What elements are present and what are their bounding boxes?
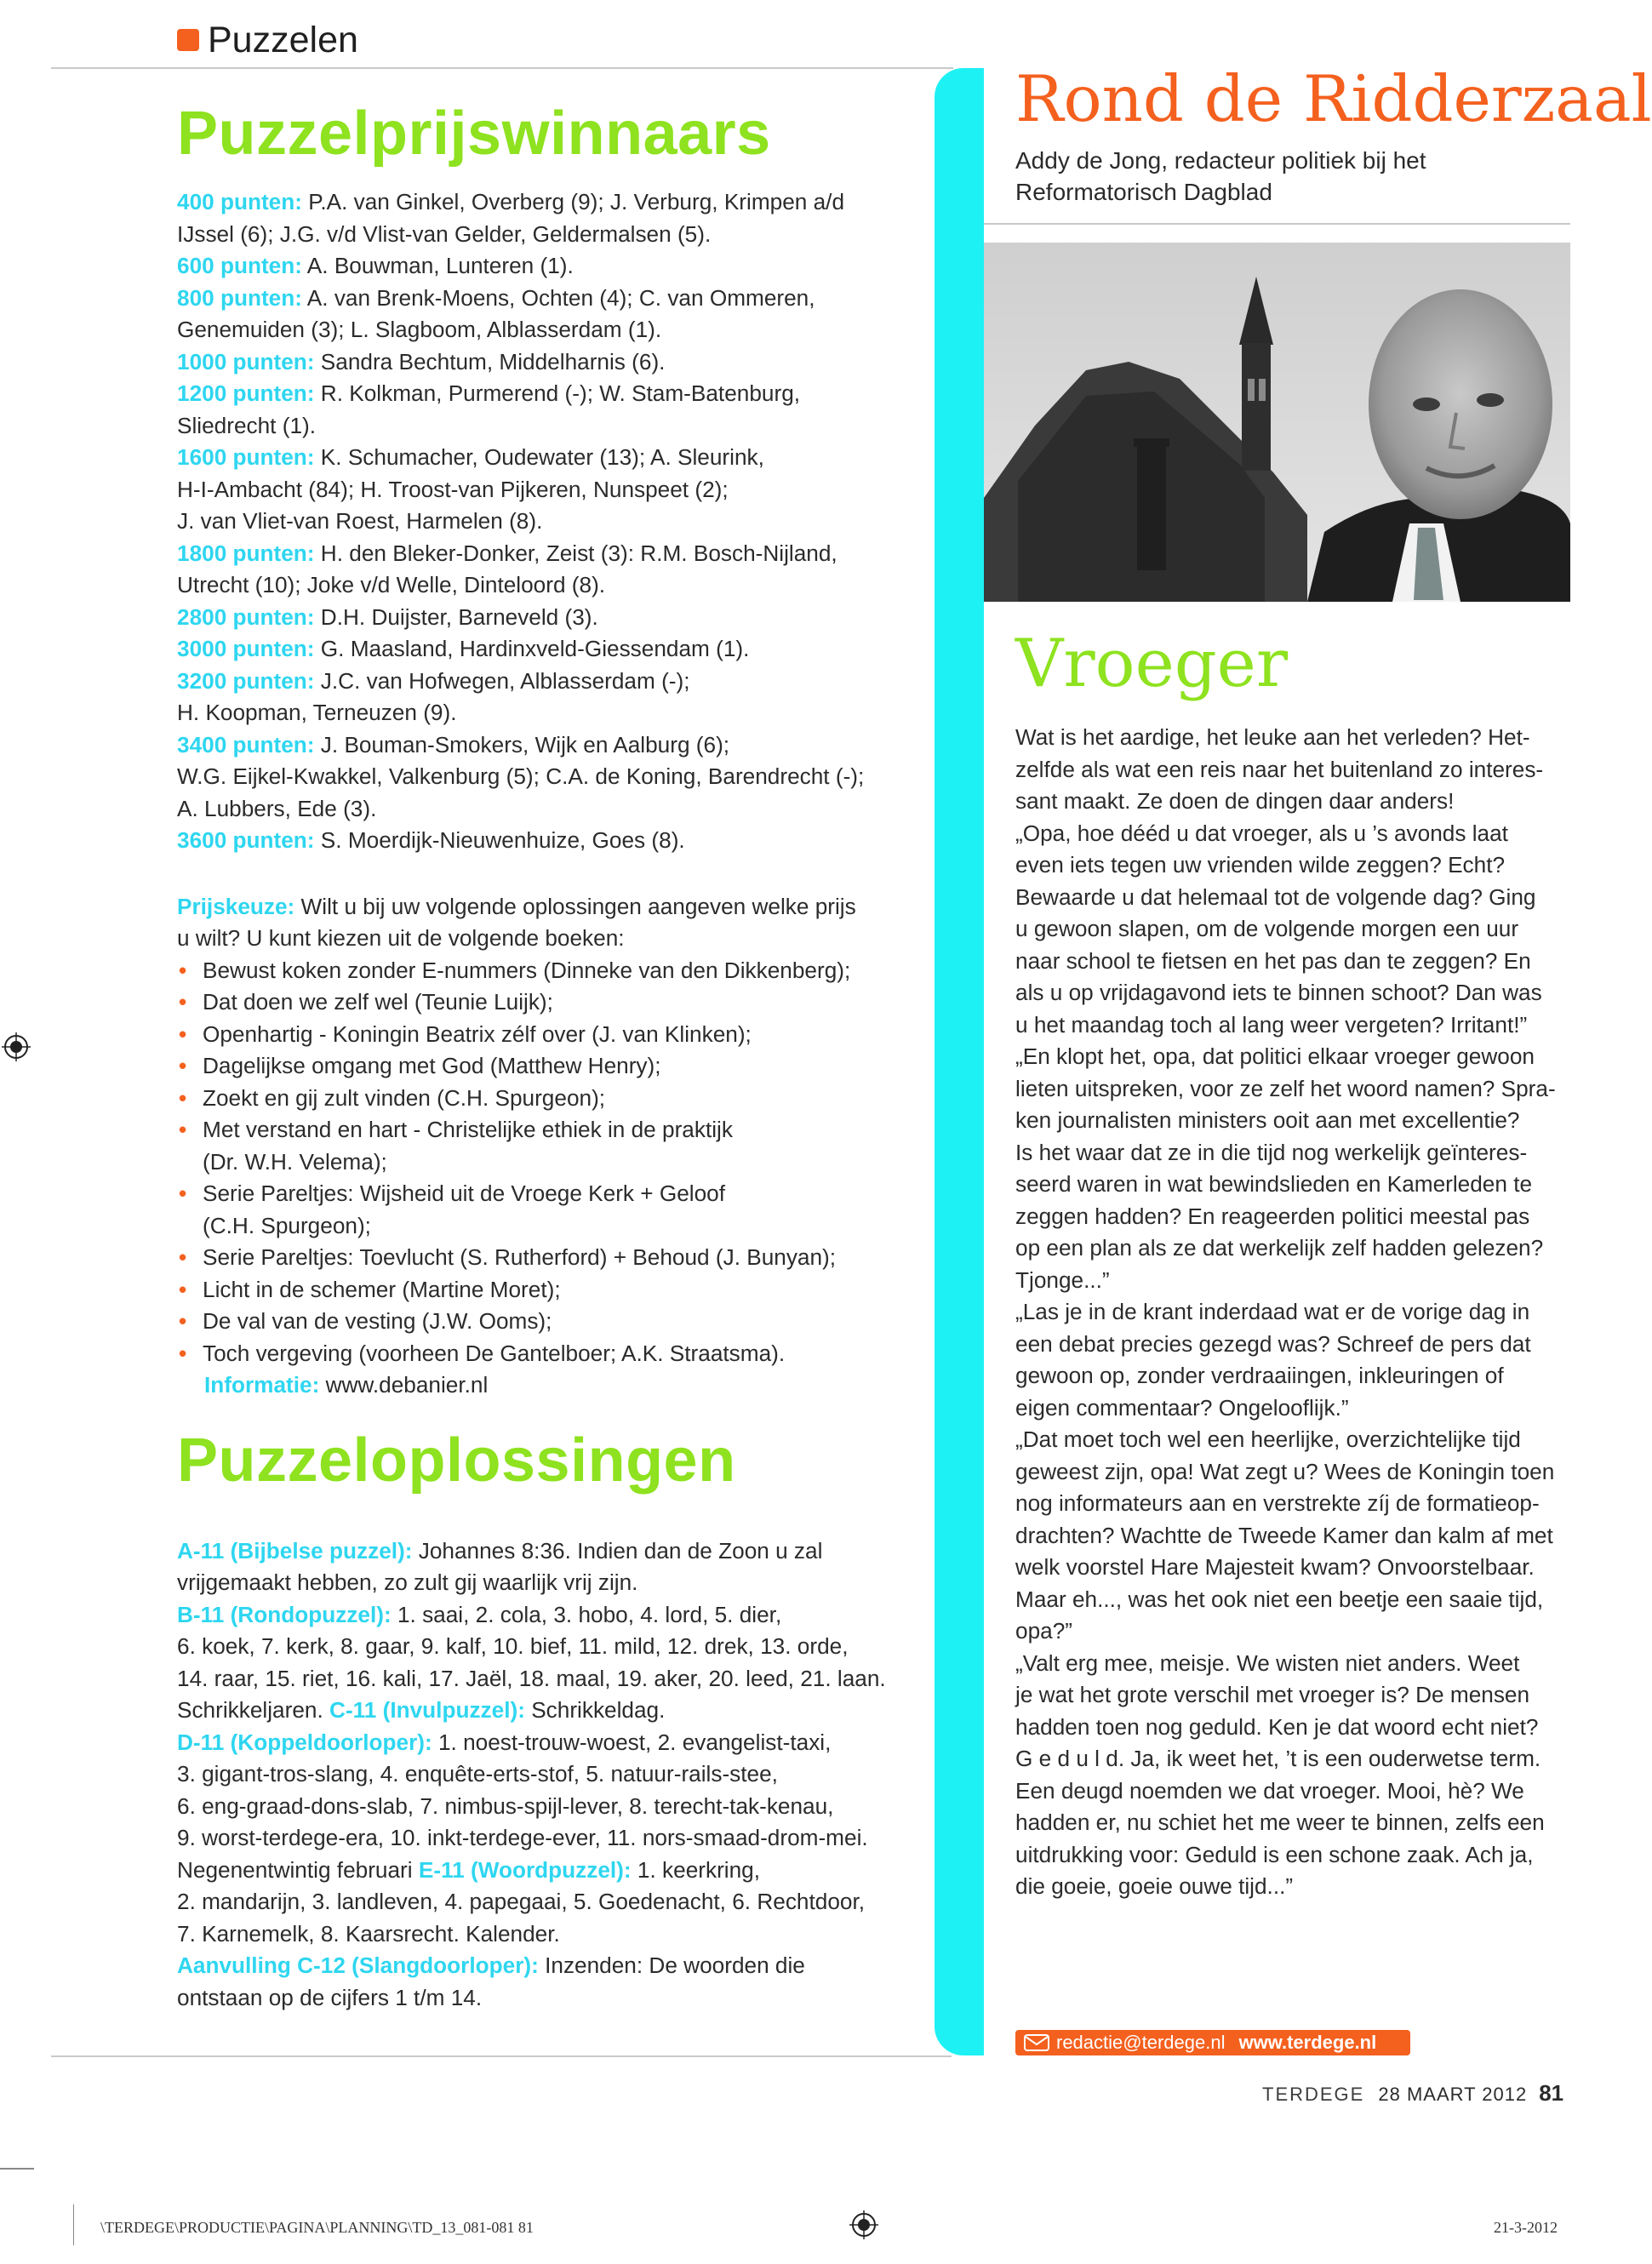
points-label: 2800 punten:	[177, 603, 315, 630]
winner-names: S. Moerdijk-Nieuwenhuize, Goes (8).	[314, 827, 685, 854]
column-subtitle-line: Addy de Jong, redacteur politiek bij het	[1015, 147, 1426, 174]
info-url[interactable]: www.debanier.nl	[319, 1372, 489, 1398]
winner-names: K. Schumacher, Oudewater (13); A. Sleurink,	[314, 444, 764, 471]
crop-mark	[73, 2204, 74, 2245]
column-body	[1015, 722, 1570, 1903]
crop-mark	[0, 2168, 34, 2170]
bullet-icon: •	[179, 1308, 187, 1335]
column-text-line: Maar eh..., was het ook niet een beetje een saaie tijd,	[1015, 1586, 1544, 1612]
winner-names: J.C. van Hofwegen, Alblasserdam (-);	[314, 667, 690, 694]
book-item	[177, 986, 926, 1019]
book-title-cont: (Dr. W.H. Velema);	[203, 1148, 387, 1175]
points-label: 1000 punten:	[177, 348, 315, 374]
bullet-icon: •	[179, 1340, 187, 1366]
column-subtitle-line: Reformatorisch Dagblad	[1015, 179, 1272, 205]
winner-names: J. van Vliet-van Roest, Harmelen (8).	[177, 508, 543, 535]
solution-text: 6. eng-graad-dons-slab, 7. nimbus-spijl-lever, 8. terecht-tak-kenau,	[177, 1792, 834, 1819]
column-text-line: „Opa, hoe dééd u dat vroeger, als u ’s avonds laat	[1015, 820, 1508, 846]
solution-line	[177, 1950, 926, 1982]
column-text-line: je wat het grote verschil met vroeger is? De mensen	[1015, 1682, 1530, 1707]
left-column	[177, 100, 926, 2014]
solution-text: 9. worst-terdege-era, 10. inkt-terdege-ever, 11. nors-smaad-drom-mei.	[177, 1825, 868, 1851]
column-text-line: seerd waren in wat bewindslieden en Kamerleden te	[1015, 1171, 1533, 1197]
winner-line	[177, 442, 926, 474]
column-text-line: „Las je in de krant inderdaad wat er de vorige dag in	[1015, 1299, 1530, 1324]
prize-section	[177, 891, 926, 1402]
solution-text: Schrikkeldag.	[524, 1697, 666, 1724]
solution-line	[177, 1918, 926, 1951]
winner-names: D.H. Duijster, Barneveld (3).	[314, 603, 598, 630]
solution-text: ontstaan op de cijfers 1 t/m 14.	[177, 1984, 483, 2010]
winner-line	[177, 793, 926, 826]
column-text-line: u het maandag toch al lang weer vergeten? Irritant!”	[1015, 1011, 1528, 1038]
winner-names: Sliedrecht (1).	[177, 412, 317, 438]
footer-date: 28 MAART 2012	[1378, 2084, 1528, 2105]
column-text-line: geweest zijn, opa! Wat zegt u? Wees de Koningin toen	[1015, 1458, 1555, 1484]
solution-text: Johannes 8:36. Indien dan de Zoon u zal	[412, 1537, 823, 1564]
puzzle-label: D-11 (Koppeldoorloper):	[177, 1729, 432, 1755]
winner-line	[177, 283, 926, 315]
solution-line	[177, 1631, 926, 1663]
solution-text: Negenentwintig februari	[177, 1856, 419, 1883]
column-subtitle	[1015, 145, 1560, 208]
points-label: 1200 punten:	[177, 380, 315, 407]
winner-names: A. Bouwman, Lunteren (1).	[301, 253, 574, 279]
solution-line	[177, 1727, 926, 1759]
solution-line	[177, 1599, 926, 1632]
solution-line	[177, 1663, 926, 1695]
winner-line	[177, 250, 926, 283]
book-item	[177, 1274, 926, 1306]
column-divider	[984, 223, 1570, 225]
column-text-line: gewoon op, zonder verdraaiingen, inkleuringen of	[1015, 1363, 1504, 1388]
column-text-line: „En klopt het, opa, dat politici elkaar vroeger gewoon	[1015, 1043, 1535, 1069]
column-text-line: „Dat moet toch wel een heerlijke, overzichtelijke tijd	[1015, 1426, 1521, 1452]
book-item	[177, 1050, 926, 1083]
solutions-title: Puzzeloplossingen	[177, 1426, 736, 1495]
column-text-line: sant maakt. Ze doen de dingen daar anders!	[1015, 788, 1455, 814]
winner-names: G. Maasland, Hardinxveld-Giessendam (1).	[314, 636, 750, 662]
book-title: Toch vergeving (voorheen De Gantelboer; A.K. Straatsma).	[203, 1340, 786, 1366]
book-item	[177, 1019, 926, 1051]
column-text-line: welk voorstel Hare Majesteit kwam? Onvoorstelbaar.	[1015, 1554, 1535, 1580]
registration-mark-icon	[849, 2210, 878, 2239]
column-text-line: hadden toen nog geduld. Ken je dat woord echt niet?	[1015, 1713, 1539, 1740]
column-text-line: een debat precies gezegd was? Schreef de pers dat	[1015, 1330, 1531, 1357]
book-item	[177, 955, 926, 987]
top-divider	[51, 67, 953, 69]
page-footer	[1262, 2080, 1563, 2107]
book-item	[177, 1242, 926, 1274]
solution-text: 1. noest-trouw-woest, 2. evangelist-taxi,	[432, 1729, 832, 1755]
solution-line	[177, 1535, 926, 1568]
print-slug-date: 21-3-2012	[1494, 2219, 1558, 2236]
points-label: 600 punten:	[177, 253, 302, 279]
book-title: Openhartig - Koningin Beatrix zélf over (J. van Klinken);	[203, 1021, 752, 1047]
column-text-line: Een deugd noemden we dat vroeger. Mooi, hè? We	[1015, 1777, 1524, 1804]
winner-names: H. Koopman, Terneuzen (9).	[177, 700, 457, 726]
book-title: Bewust koken zonder E-nummers (Dinneke van den Dikkenberg);	[203, 957, 851, 983]
solution-text: Schrikkeljaren.	[177, 1697, 330, 1724]
book-title: Dagelijkse omgang met God (Matthew Henry);	[203, 1053, 661, 1079]
winner-names: R. Kolkman, Purmerend (-); W. Stam-Batenburg,	[314, 380, 801, 407]
winner-names: A. van Brenk-Moens, Ochten (4); C. van Ommeren,	[301, 284, 815, 311]
solution-text: 6. koek, 7. kerk, 8. gaar, 9. kalf, 10. bief, 11. mild, 12. drek, 13. orde,	[177, 1633, 849, 1660]
column-text-line: die goeie, goeie ouwe tijd...”	[1015, 1873, 1294, 1899]
email-text: redactie@terdege.nl	[1056, 2032, 1226, 2053]
winner-names: H-I-Ambacht (84); H. Troost-van Pijkeren, Nunspeet (2);	[177, 476, 729, 502]
book-item	[177, 1114, 926, 1178]
column-text-line: u gewoon slapen, om de volgende morgen een uur	[1015, 916, 1519, 941]
author-photo-illustration	[984, 243, 1570, 602]
column-text-line: „Valt erg mee, meisje. We wisten niet anders. Weet	[1015, 1649, 1520, 1676]
points-label: 3200 punten:	[177, 667, 315, 694]
column-text-line: Bewaarde u dat helemaal tot de volgende dag? Ging	[1015, 883, 1536, 910]
winner-line	[177, 633, 926, 666]
puzzle-label: E-11 (Woordpuzzel):	[418, 1856, 632, 1883]
column-text-line: Is het waar dat ze in die tijd nog werkelijk geïnteres-	[1015, 1139, 1528, 1165]
column-text-line: ken journalisten ministers ooit aan met excellentie?	[1015, 1107, 1520, 1133]
points-label: 400 punten:	[177, 189, 302, 215]
column-text-line: G e d u l d. Ja, ik weet het, ’t is een ouderwetse term.	[1015, 1746, 1541, 1771]
winner-line	[177, 186, 926, 219]
bottom-divider	[51, 2055, 952, 2057]
book-title: De val van de vesting (J.W. Ooms);	[203, 1308, 552, 1335]
winner-line	[177, 729, 926, 762]
winner-line	[177, 538, 926, 570]
winner-names: Utrecht (10); Joke v/d Welle, Dinteloord (8).	[177, 572, 606, 598]
winner-names: J. Bouman-Smokers, Wijk en Aalburg (6);	[314, 731, 730, 758]
column-text-line: uitdrukking voor: Geduld is een schone zaak. Ach ja,	[1015, 1841, 1534, 1867]
solution-text: 3. gigant-tros-slang, 4. enquête-erts-stof, 5. natuur-rails-stee,	[177, 1761, 778, 1787]
column-divider-bar	[935, 68, 984, 2055]
info-line	[177, 1369, 926, 1402]
column-text-line: als u op vrijdagavond iets te binnen schoot? Dan was	[1015, 980, 1542, 1005]
book-title: Serie Pareltjes: Wijsheid uit de Vroege Kerk + Geloof	[203, 1181, 726, 1207]
winner-line	[177, 602, 926, 634]
column-text-line: eigen commentaar? Ongelooflijk.”	[1015, 1394, 1349, 1421]
prize-intro-cont: u wilt? U kunt kiezen uit de volgende boeken:	[177, 925, 625, 952]
winner-names: A. Lubbers, Ede (3).	[177, 795, 377, 821]
column-text-line: Wat is het aardige, het leuke aan het verleden? Het-	[1015, 724, 1530, 750]
book-item	[177, 1083, 926, 1115]
column-text-line: Tjonge...”	[1015, 1266, 1110, 1293]
footer-brand: TERDEGE	[1262, 2084, 1365, 2105]
bullet-icon: •	[179, 1117, 187, 1143]
solution-text: 1. keerkring,	[631, 1856, 761, 1883]
solution-text: 1. saai, 2. cola, 3. hobo, 4. lord, 5. dier,	[391, 1601, 782, 1627]
winner-line	[177, 569, 926, 602]
prize-label: Prijskeuze:	[177, 893, 295, 919]
prize-intro	[177, 891, 926, 923]
envelope-icon	[1024, 2034, 1049, 2051]
points-label: 3000 punten:	[177, 636, 315, 662]
page-number: 81	[1539, 2080, 1564, 2106]
author-photo	[984, 243, 1570, 602]
book-list	[177, 955, 926, 1370]
column-text-line: even iets tegen uw vrienden wilde zeggen? Echt?	[1015, 852, 1506, 878]
winners-title: Puzzelprijswinnaars	[177, 100, 771, 168]
column-text-line: op een plan als ze dat werkelijk zelf hadden gelezen?	[1015, 1235, 1544, 1261]
column-text-line: drachten? Wachtte de Tweede Kamer dan kalm af met	[1015, 1522, 1553, 1548]
winner-line	[177, 506, 926, 538]
winner-names: P.A. van Ginkel, Overberg (9); J. Verburg, Krimpen a/d	[301, 189, 845, 215]
winner-line	[177, 410, 926, 443]
solution-line	[177, 1822, 926, 1855]
book-title: Licht in de schemer (Martine Moret);	[203, 1276, 561, 1302]
solution-text: Inzenden: De woorden die	[538, 1952, 805, 1979]
points-label: 1600 punten:	[177, 444, 315, 471]
bullet-icon: •	[179, 1181, 187, 1207]
puzzle-label: B-11 (Rondopuzzel):	[177, 1601, 392, 1627]
solution-line	[177, 1886, 926, 1918]
bullet-icon: •	[179, 957, 187, 983]
winner-line	[177, 761, 926, 793]
winner-names: Sandra Bechtum, Middelharnis (6).	[314, 348, 666, 374]
column-title: Rond de Ridderzaal	[1015, 61, 1652, 136]
prize-intro-text: Wilt u bij uw volgende oplossingen aangeven welke prijs	[294, 893, 856, 919]
column-heading: Vroeger	[1015, 626, 1289, 702]
column-text-line: opa?”	[1015, 1618, 1072, 1644]
bullet-icon: •	[179, 1276, 187, 1302]
book-item	[177, 1178, 926, 1242]
winner-names: H. den Bleker-Donker, Zeist (3): R.M. Bosch-Nijland,	[314, 540, 837, 566]
solution-text: vrijgemaakt hebben, zo zult gij waarlijk vrij zijn.	[177, 1569, 638, 1596]
winner-line	[177, 697, 926, 729]
book-item	[177, 1338, 926, 1370]
website-link[interactable]: www.terdege.nl	[1238, 2032, 1377, 2053]
section-marker	[177, 29, 199, 51]
puzzle-label: Aanvulling C-12 (Slangdoorloper):	[177, 1952, 539, 1979]
bullet-icon: •	[179, 1244, 187, 1271]
book-title: Zoekt en gij zult vinden (C.H. Spurgeon);	[203, 1084, 606, 1111]
info-label: Informatie:	[204, 1372, 320, 1398]
points-label: 800 punten:	[177, 284, 302, 311]
solution-line	[177, 1567, 926, 1599]
winner-line	[177, 666, 926, 698]
puzzle-label: A-11 (Bijbelse puzzel):	[177, 1537, 413, 1564]
book-title: Met verstand en hart - Christelijke ethiek in de praktijk	[203, 1117, 733, 1143]
solution-line	[177, 1855, 926, 1887]
column-text-line: naar school te fietsen en het pas dan te zeggen? En	[1015, 947, 1531, 974]
print-slug-path: \TERDEGE\PRODUCTIE\PAGINA\PLANNING\TD_13_081-081 81	[100, 2219, 534, 2236]
solution-line	[177, 1695, 926, 1727]
bullet-icon: •	[179, 1053, 187, 1079]
winner-line	[177, 825, 926, 857]
email-link[interactable]	[1024, 2032, 1225, 2054]
column-text-line: zeggen hadden? En reageerden politici meestal pas	[1015, 1203, 1530, 1229]
winners-list	[177, 186, 926, 857]
bullet-icon: •	[179, 1021, 187, 1047]
points-label: 3400 punten:	[177, 731, 315, 758]
winner-line	[177, 219, 926, 251]
winner-names: Genemuiden (3); L. Slagboom, Alblasserdam (1).	[177, 317, 662, 343]
column-text-line: lieten uitspreken, voor ze zelf het woord namen? Spra-	[1015, 1075, 1556, 1101]
bullet-icon: •	[179, 1084, 187, 1111]
solution-text: 2. mandarijn, 3. landleven, 4. papegaai, 5. Goedenacht, 6. Rechtdoor,	[177, 1889, 866, 1915]
book-title: Dat doen we zelf wel (Teunie Luijk);	[203, 989, 553, 1015]
winner-line	[177, 314, 926, 346]
contact-bar	[1015, 2030, 1410, 2055]
section-title: Puzzelen	[208, 19, 358, 60]
points-label: 3600 punten:	[177, 827, 315, 854]
winner-names: W.G. Eijkel-Kwakkel, Valkenburg (5); C.A. de Koning, Barendrecht (-);	[177, 763, 865, 790]
book-title: Serie Pareltjes: Toevlucht (S. Rutherford) + Behoud (J. Bunyan);	[203, 1244, 837, 1271]
points-label: 1800 punten:	[177, 540, 315, 566]
winner-line	[177, 474, 926, 506]
winner-line	[177, 378, 926, 410]
book-title-cont: (C.H. Spurgeon);	[203, 1212, 371, 1238]
solution-text: 14. raar, 15. riet, 16. kali, 17. Jaël, 18. maal, 19. aker, 20. leed, 21. laan.	[177, 1665, 886, 1691]
section-header	[177, 19, 358, 61]
solution-line	[177, 1791, 926, 1823]
solutions-list	[177, 1535, 926, 2015]
column-text-line: nog informateurs aan en verstrekte zíj de formatieop-	[1015, 1490, 1540, 1516]
column-text-line: hadden er, nu schiet het me weer te binnen, zelfs een	[1015, 1809, 1545, 1835]
book-item	[177, 1306, 926, 1338]
winner-names: IJssel (6); J.G. v/d Vlist-van Gelder, Geldermalsen (5).	[177, 220, 712, 247]
registration-mark-icon	[2, 1032, 31, 1061]
column-text-line: zelfde als wat een reis naar het buitenland zo interes-	[1015, 756, 1544, 782]
puzzle-label: C-11 (Invulpuzzel):	[329, 1697, 525, 1724]
solution-line	[177, 1982, 926, 2015]
solution-line	[177, 1758, 926, 1791]
bullet-icon: •	[179, 989, 187, 1015]
winner-line	[177, 346, 926, 379]
solution-text: 7. Karnemelk, 8. Kaarsrecht. Kalender.	[177, 1920, 560, 1947]
